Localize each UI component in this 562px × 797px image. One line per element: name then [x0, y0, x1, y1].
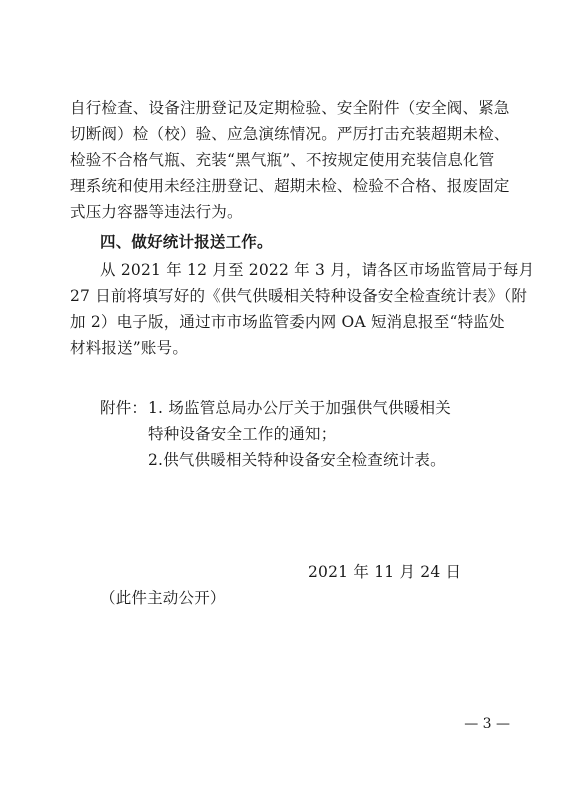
paragraph-line: 材料报送”账号。 [70, 339, 189, 357]
attachment-item-1: 1. 场监管总局办公厅关于加强供气供暖相关 [148, 399, 451, 417]
issue-date: 2021 年 11 月 24 日 [308, 563, 462, 581]
paragraph-line: 检验不合格气瓶、充装“黑气瓶”、不按规定使用充装信息化管 [70, 151, 495, 169]
paragraph-line: 理系统和使用未经注册登记、超期未检、检验不合格、报废固定 [70, 177, 510, 195]
paragraph-line: 从 2021 年 12 月至 2022 年 3 月，请各区市场监管局于每月 [100, 261, 535, 279]
paragraph-line: 加 2）电子版，通过市市场监管委内网 OA 短消息报至“特监处 [70, 313, 505, 331]
disclosure-note: （此件主动公开） [100, 589, 226, 607]
page-number: — 3 — [464, 716, 510, 732]
paragraph-line: 27 日前将填写好的《供气供暖相关特种设备安全检查统计表》（附 [70, 287, 528, 305]
paragraph-line: 自行检查、设备注册登记及定期检验、安全附件（安全阀、紧急 [70, 99, 510, 117]
paragraph-line: 式压力容器等违法行为。 [70, 203, 243, 221]
attachment-item-1-cont: 特种设备安全工作的通知； [148, 425, 337, 443]
attachment-item-2: 2.供气供暖相关特种设备安全检查统计表。 [148, 451, 446, 469]
section-heading: 四、做好统计报送工作。 [100, 233, 273, 251]
attachment-label: 附件： [100, 399, 148, 417]
paragraph-line: 切断阀）检（校）验、应急演练情况。严厉打击充装超期未检、 [70, 125, 510, 143]
